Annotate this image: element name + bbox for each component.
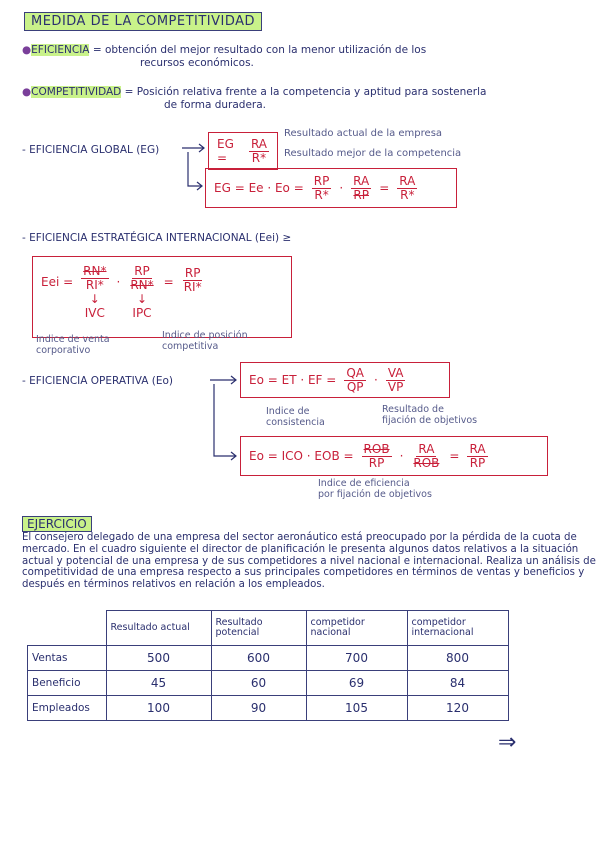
times-sign: · xyxy=(399,449,404,463)
note-fijacion: Resultado de fijación de objetivos xyxy=(382,404,478,426)
heading-eficiencia-operativa: - EFICIENCIA OPERATIVA (Eo) xyxy=(22,375,174,387)
bullet-icon: ● xyxy=(22,44,32,56)
header-competidor-nacional: competidor nacional xyxy=(306,611,407,646)
table-cell: 600 xyxy=(211,646,306,671)
note-resultado-actual: Resultado actual de la empresa xyxy=(284,128,443,139)
note-ipc: Indice de posición competitiva xyxy=(162,330,248,352)
row-label: Empleados xyxy=(28,696,107,721)
table-row xyxy=(28,646,509,671)
table-cell: 120 xyxy=(407,696,508,721)
ejercicio-text: El consejero delegado de una empresa del sector aeronáutico está preocupado por la pérdida de la cuota de mercado. En el cuadro siguiente el director de planificación le presenta algunos datos relativos a la situación actual y potencial de una empresa y de sus competidores a nivel nacional e internacional. Realiza un análisis de competitividad de una empresa respecto a sus principales competidores en términos de ventas y beneficios y después en términos relativos en relación a los empleados. xyxy=(22,532,596,591)
heading-eficiencia-global: - EFICIENCIA GLOBAL (EG) xyxy=(22,144,160,156)
eei-fraction-1: $\frac{RN*}{RI*}$ xyxy=(83,264,107,292)
arrow-eo-2 xyxy=(214,384,236,456)
eo2-fraction-1: $\frac{\text{ROB}}{RP}$ xyxy=(363,441,390,470)
times-sign: · xyxy=(339,181,344,195)
eei-lhs: Eei = xyxy=(41,275,74,289)
row-label: Beneficio xyxy=(28,671,107,696)
def-eficiencia-line1: = obtención del mejor resultado con la menor utilización de los xyxy=(92,44,427,56)
table-cell: 105 xyxy=(306,696,407,721)
note-consistencia: Indice de consistencia xyxy=(266,406,325,428)
table-cell: 800 xyxy=(407,646,508,671)
row-label: Ventas xyxy=(28,646,107,671)
equals-sign: = xyxy=(379,181,390,195)
eo2-fraction-3: $\frac{RA}{RP}$ xyxy=(469,441,486,470)
eo1-fraction-1: $\frac{QA}{QP}$ xyxy=(346,365,364,394)
table-cell: 84 xyxy=(407,671,508,696)
table-cell: 90 xyxy=(211,696,306,721)
def-competitividad-line2: de forma duradera. xyxy=(164,99,267,111)
eg-lhs: EG = xyxy=(217,137,234,165)
page-title: MEDIDA DE LA COMPETITIVIDAD xyxy=(24,12,262,31)
bullet-icon: ● xyxy=(22,86,32,98)
data-table xyxy=(27,610,509,721)
table-cell: 60 xyxy=(211,671,306,696)
ivc-label: IVC xyxy=(84,306,105,320)
table-cell: 500 xyxy=(106,646,211,671)
eg2-fraction-1: $\frac{RP}{R*}$ xyxy=(313,173,330,202)
equals-sign: = xyxy=(163,275,174,289)
arrow-down-icon: ↓ xyxy=(89,292,100,306)
note-resultado-mejor: Resultado mejor de la competencia xyxy=(284,148,462,159)
eo1-fraction-2: $\frac{VA}{VP}$ xyxy=(387,365,404,394)
note-eficiencia-objetivos: Indice de eficiencia por fijación de objetivos xyxy=(318,478,432,500)
header-competidor-internacional: competidor internacional xyxy=(407,611,508,646)
eg2-fraction-3: $\frac{RA}{R*}$ xyxy=(399,173,416,202)
table-cell: 69 xyxy=(306,671,407,696)
next-page-arrow-icon: ⇒ xyxy=(498,730,517,755)
table-row xyxy=(28,696,509,721)
note-ivc: Indice de venta corporativo xyxy=(36,334,110,356)
eg-fraction: $\frac{RA}{R*}$ xyxy=(250,136,267,165)
table-cell: 700 xyxy=(306,646,407,671)
table-cell: 100 xyxy=(106,696,211,721)
table-cell: 45 xyxy=(106,671,211,696)
def-competitividad-line1: = Posición relativa frente a la competencia y aptitud para sostenerla xyxy=(124,86,487,98)
heading-eficiencia-estrategica: - EFICIENCIA ESTRATÉGICA INTERNACIONAL (Eei) ≥ xyxy=(22,232,292,244)
arrow-eg-2 xyxy=(188,152,202,186)
term-competitividad: COMPETITIVIDAD xyxy=(31,86,122,98)
term-eficiencia: EFICIENCIA xyxy=(31,44,90,56)
eo2-fraction-2: $\frac{RA}{\text{ROB}}$ xyxy=(413,441,440,470)
eei-fraction-2: $\frac{RP}{RN*}$ xyxy=(130,264,154,292)
eg2-lhs: EG = Ee · Eo = xyxy=(214,181,304,195)
header-resultado-actual: Resultado actual xyxy=(106,611,211,646)
equals-sign: = xyxy=(449,449,460,463)
eg2-fraction-2: $\frac{RA}{RP}$ xyxy=(353,173,370,202)
table-corner xyxy=(28,611,107,646)
ipc-label: IPC xyxy=(132,306,152,320)
ejercicio-label: EJERCICIO xyxy=(22,516,92,532)
table-row xyxy=(28,671,509,696)
table-header-row xyxy=(28,611,509,646)
header-resultado-potencial: Resultado potencial xyxy=(211,611,306,646)
eei-result: $\frac{RP}{RI*}$ xyxy=(183,266,202,294)
def-eficiencia-line2: recursos económicos. xyxy=(140,57,254,69)
eo1-lhs: Eo = ET · EF = xyxy=(249,373,337,387)
times-sign: · xyxy=(373,373,378,387)
arrow-down-icon: ↓ xyxy=(136,292,148,306)
times-sign: · xyxy=(116,275,121,289)
eo2-lhs: Eo = ICO · EOB = xyxy=(249,449,354,463)
